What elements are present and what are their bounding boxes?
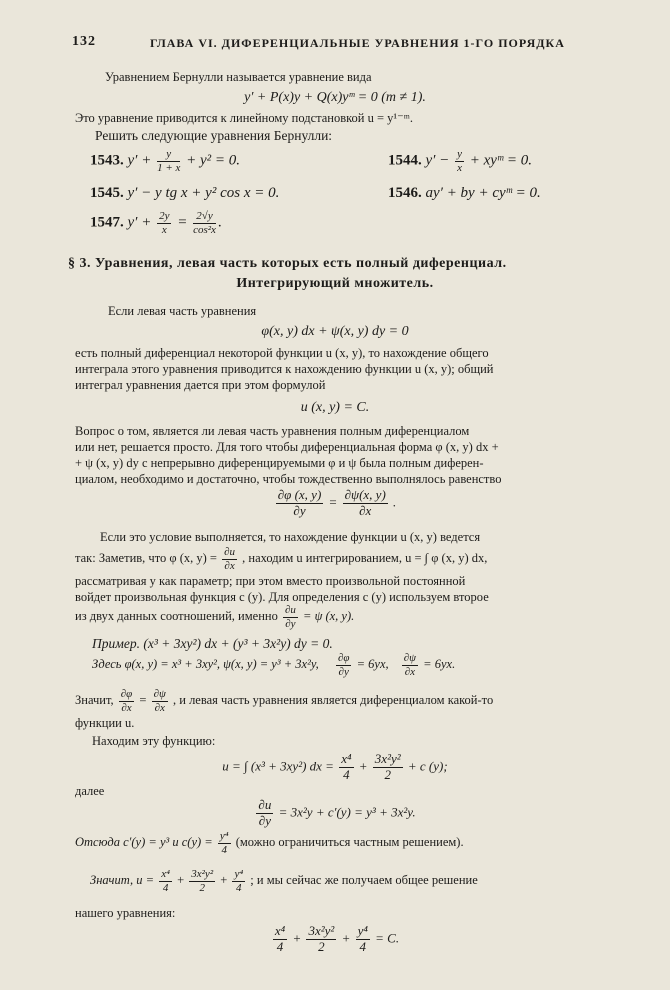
fraction-denominator: ∂x xyxy=(121,701,132,714)
fraction xyxy=(157,148,180,174)
problem-lhs: y′ + xyxy=(127,152,156,169)
paragraph-line: далее xyxy=(75,784,105,798)
text-span: из двух данных соотношений, именно xyxy=(75,609,278,624)
fraction xyxy=(273,924,287,955)
problem-body: ay′ + by + cyᵐ = 0. xyxy=(425,185,541,201)
fraction-numerator: x⁴ xyxy=(161,868,170,880)
fraction xyxy=(256,798,273,829)
fraction-denominator: ∂x xyxy=(154,701,165,714)
fraction-numerator: ∂u xyxy=(224,546,236,558)
paragraph-line: Вопрос о том, является ли левая часть уравнения полным диференциалом xyxy=(75,424,470,438)
plus-sign: + xyxy=(292,930,302,946)
bernoulli-intro: Уравнением Бернулли называется уравнение вида xyxy=(105,70,372,84)
problem-number: 1543. xyxy=(90,152,124,169)
fraction-denominator: 2 xyxy=(384,766,391,782)
fraction-denominator: 1 + x xyxy=(157,161,181,174)
fraction xyxy=(455,148,464,174)
fraction-numerator: ∂φ xyxy=(120,688,133,700)
fraction-numerator: 3x²y² xyxy=(191,868,214,880)
text-span: Здесь φ(x, y) = x³ + 3xy², ψ(x, y) = y³ + 3x²y, xyxy=(92,657,319,672)
fraction-denominator: ∂y xyxy=(293,502,306,518)
text-span: = 3x²y + c′(y) = y³ + 3x²y. xyxy=(278,804,416,820)
fraction xyxy=(373,752,403,783)
general-solution xyxy=(0,924,670,955)
text-span: Отсюда c′(y) = y³ и c(y) = xyxy=(75,835,213,850)
fraction-denominator: ∂x xyxy=(359,502,372,518)
fraction-numerator: 3x²y² xyxy=(374,751,401,766)
fraction-numerator: ∂ψ xyxy=(403,652,417,664)
fraction-numerator: y xyxy=(157,148,180,162)
fraction-numerator: 2y xyxy=(159,210,170,222)
problem-number: 1544. xyxy=(388,152,422,169)
text-span: = 6yx. xyxy=(423,657,456,672)
paragraph-line: Если левая часть уравнения xyxy=(108,304,257,318)
text-span: так: Заметив, что φ (x, y) = xyxy=(75,551,217,566)
fraction xyxy=(276,488,324,519)
bernoulli-reduce-note: Это уравнение приводится к линейному подстановкой u = y¹⁻ᵐ. xyxy=(75,111,414,125)
problem-1547 xyxy=(90,210,222,236)
fraction-denominator: 4 xyxy=(236,881,242,894)
fraction xyxy=(119,688,135,714)
paragraph-line: интеграл уравнения дается при этом формулой xyxy=(75,378,326,392)
problem-body: y′ − y tg x + y² cos x = 0. xyxy=(127,185,280,201)
fraction-denominator: ∂y xyxy=(258,812,271,828)
paragraph-line xyxy=(75,546,487,572)
problem-lhs: y′ − xyxy=(425,152,454,169)
hence-line xyxy=(75,830,464,856)
fraction-numerator: 3x²y² xyxy=(308,923,335,938)
fraction-denominator: ∂x xyxy=(404,665,416,678)
means-line xyxy=(75,688,493,714)
problem-1544 xyxy=(388,148,532,174)
paragraph-line: войдет произвольная функция c (y). Для определения c (y) используем второе xyxy=(75,590,489,604)
fraction xyxy=(402,652,418,678)
fraction-numerator: y⁴ xyxy=(357,923,368,938)
fraction xyxy=(356,924,370,955)
fraction-numerator: ∂ψ xyxy=(153,688,166,700)
bernoulli-task: Решить следующие уравнения Бернулли: xyxy=(95,128,333,143)
fraction-numerator: y xyxy=(457,148,462,160)
page-number: 132 xyxy=(72,34,96,49)
paragraph-line: интеграла этого уравнения приводится к нахождению функции u (x, y); общий xyxy=(75,362,494,376)
text-span: , находим u интегрированием, u = ∫ φ (x, y) dx, xyxy=(242,551,488,566)
problem-number: 1547. xyxy=(90,214,124,231)
section-title-line2: Интегрирующий множитель. xyxy=(236,276,434,291)
fraction-denominator: cos²x xyxy=(193,223,216,236)
fraction-numerator: y⁴ xyxy=(234,868,244,880)
fraction-denominator: 4 xyxy=(162,881,169,894)
text-span: u = ∫ (x³ + 3xy²) dx = xyxy=(222,758,334,774)
paragraph-line: функции u. xyxy=(75,716,135,730)
problem-1543 xyxy=(90,148,240,174)
fraction xyxy=(343,488,388,519)
problem-rhs: + xyᵐ = 0. xyxy=(465,152,533,169)
problem-1545 xyxy=(90,185,279,202)
fraction-denominator: 2 xyxy=(199,881,205,894)
fraction-denominator: 4 xyxy=(276,938,284,954)
equals-sign: = xyxy=(139,693,147,708)
paragraph-line: Если это условие выполняется, то нахождение функции u (x, y) ведется xyxy=(100,530,481,544)
fraction-numerator: ∂u xyxy=(284,604,296,616)
plus-sign: + xyxy=(358,758,368,774)
fraction-numerator: x⁴ xyxy=(341,751,352,766)
paragraph-line: или нет, решается просто. Для того чтобы диференциальная форма φ (x, y) dx + xyxy=(75,440,499,454)
fraction-numerator: 2√y xyxy=(193,210,216,224)
fraction-numerator: x⁴ xyxy=(274,923,286,938)
text-span: (можно ограничиться частным решением). xyxy=(235,835,464,850)
problem-number: 1545. xyxy=(90,185,124,201)
fraction-denominator: ∂y xyxy=(285,617,296,630)
period: . xyxy=(217,214,222,231)
paragraph-line: Находим эту функцию: xyxy=(92,734,216,748)
fraction-denominator: 4 xyxy=(343,766,350,782)
paragraph-line: циалом, необходимо и достаточно, чтобы тождественно выполнялось равенство xyxy=(75,472,502,486)
text-span: = 6yx, xyxy=(356,657,389,672)
fraction-numerator: y⁴ xyxy=(219,830,229,842)
example-line: Пример. (x³ + 3xy²) dx + (y³ + 3x²y) dy = 0. xyxy=(92,636,333,651)
text-span: Значит, xyxy=(75,693,114,708)
equation-u-c: u (x, y) = C. xyxy=(300,400,370,415)
paragraph-line: есть полный диференциал некоторой функции u (x, y), то нахождение общего xyxy=(75,346,489,360)
integral-line xyxy=(0,752,670,783)
paragraph-line: нашего уравнения: xyxy=(75,906,176,920)
fraction xyxy=(283,604,298,630)
fraction-denominator: x xyxy=(161,223,167,236)
plus-sign: + xyxy=(177,873,185,888)
problem-1546 xyxy=(388,185,541,202)
text-span: ; и мы сейчас же получаем общее решение xyxy=(250,873,478,888)
exactness-condition: $\frac{\partial\varphi (x, y)}{\partial y}$ = $\frac{\partial\psi(x, y)}{\partial x}$ . xyxy=(277,487,397,518)
paragraph-line: рассматривая y как параметр; при этом вместо произвольной постоянной xyxy=(75,574,466,588)
paragraph-line xyxy=(75,604,354,630)
fraction xyxy=(159,868,172,894)
text-span: = C. xyxy=(375,930,400,946)
fraction-numerator: ∂φ xyxy=(337,652,350,664)
text-span: , и левая часть уравнения является диференциалом какой-то xyxy=(173,693,494,708)
text-span: + c (y); xyxy=(407,758,448,774)
running-title: ГЛАВА VI. ДИФЕРЕНЦИАЛЬНЫЕ УРАВНЕНИЯ 1-ГО ПОРЯДКА xyxy=(150,36,565,50)
fraction xyxy=(339,752,353,783)
text-span: = ψ (x, y). xyxy=(303,609,355,624)
problem-rhs: + y² = 0. xyxy=(182,152,241,169)
problem-lhs: y′ + xyxy=(127,214,156,231)
fraction-denominator: 4 xyxy=(221,843,227,856)
fraction-denominator: 2 xyxy=(318,938,325,954)
fraction xyxy=(218,830,231,856)
fraction-denominator: 4 xyxy=(359,938,366,954)
fraction xyxy=(306,924,336,955)
paragraph-line: + ψ (x, y) dy с непрерывно диференцируемыми φ и ψ была полным диферен- xyxy=(75,456,484,470)
equals-sign: = xyxy=(328,494,338,510)
fraction-denominator: ∂y xyxy=(338,665,349,678)
plus-sign: + xyxy=(341,930,351,946)
fraction-numerator: ∂φ (x, y) xyxy=(277,487,322,502)
problem-number: 1546. xyxy=(388,185,422,201)
fraction-numerator: ∂u xyxy=(258,797,272,812)
fraction xyxy=(152,688,168,714)
fraction xyxy=(232,868,245,894)
equals-sign: = xyxy=(173,214,192,231)
plus-sign: + xyxy=(220,873,228,888)
fraction xyxy=(222,546,237,572)
text-span: Значит, u = xyxy=(90,873,155,888)
fraction-denominator: ∂x xyxy=(224,559,235,572)
fraction xyxy=(189,868,215,894)
fraction xyxy=(193,210,216,236)
here-line xyxy=(92,652,455,678)
section-title-line1: § 3. Уравнения, левая часть которых есть полный диференциал. xyxy=(68,256,507,271)
fraction xyxy=(336,652,352,678)
equation-phi-psi: φ(x, y) dx + ψ(x, y) dy = 0 xyxy=(261,324,409,339)
du-dy-line xyxy=(0,798,670,829)
fraction xyxy=(157,210,171,236)
bernoulli-equation: y′ + P(x)y + Q(x)yᵐ = 0 (m ≠ 1). xyxy=(244,90,426,105)
so-line xyxy=(90,868,478,894)
fraction-denominator: x xyxy=(457,161,462,174)
fraction-numerator: ∂ψ(x, y) xyxy=(344,487,386,502)
